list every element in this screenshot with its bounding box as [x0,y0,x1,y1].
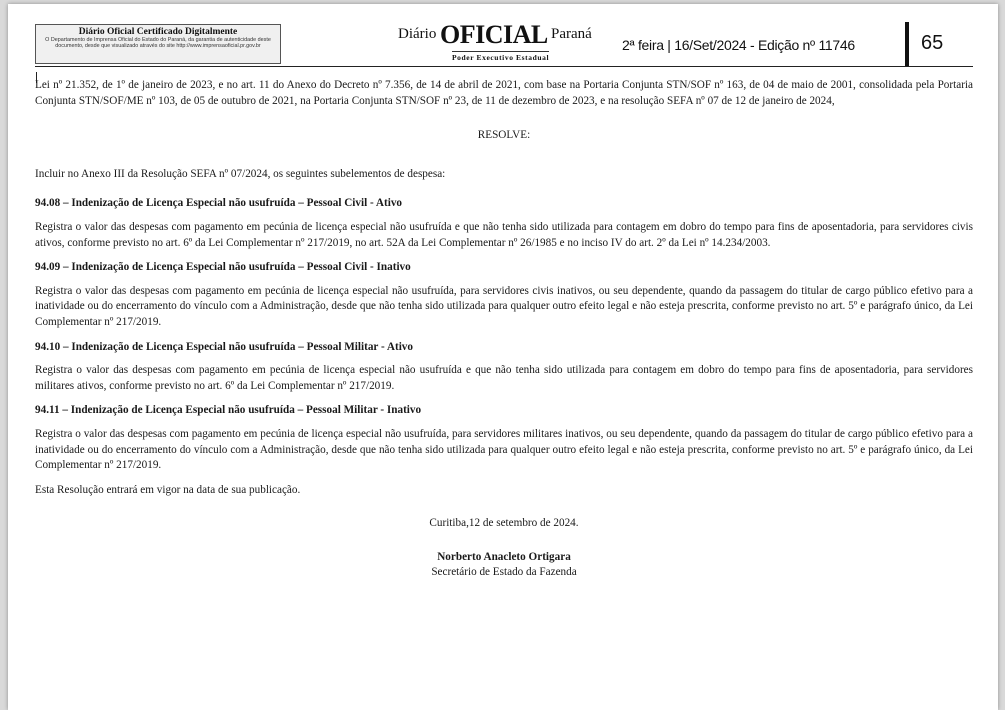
page-number: 65 [921,32,944,54]
section-text-9408: Registra o valor das despesas com pagamento em pecúnia de licença especial não usufruída e que não tenha sido utilizada para contagem em dobro do tempo para fins de aposentadoria, para servidores civis ativos, conforme previsto no art. 6º da Lei Complementar nº 217/2019, no art. 52A da Lei Complementar nº 26/1985 e no inciso IV do art. 2º da Lei nº 14.234/2003. [35,220,973,249]
signer-title: Secretário de Estado da Fazenda [431,566,577,579]
diario-oficial-logo [392,20,612,64]
edition-info: 2ª feira | 16/Set/2024 - Edição nº 11746 [622,37,855,53]
logo-prefix: Diário [398,26,437,42]
section-text-9411: Registra o valor das despesas com pagamento em pecúnia de licença especial não usufruída, para servidores militares inativos, ou seu dependente, quando da passagem do titular de cargo público efetivo para a inatividade ou do encerramento do vínculo com a Administração, desde que não tenha sido utilizada para qualquer outro efeito legal e não esteja prescrita, conforme previsto no art. 5º e parágrafo único, da Lei Complementar nº 217/2019. [35,427,973,472]
logo-subtitle: Poder Executivo Estadual [452,53,550,62]
section-heading-9410: 94.10 – Indenização de Licença Especial não usufruída – Pessoal Militar - Ativo [35,340,413,353]
header-divider [905,22,909,66]
logo-suffix: Paraná [551,26,592,42]
logo-main-word: OFICIAL [440,20,548,49]
certification-text: O Departamento de Imprensa Oficial do Estado do Paraná, da garantia de autenticidade deste documento, desde que visualizado através do site http://www.imprensaoficial.pr.gov.br [45,37,271,50]
include-paragraph: Incluir no Anexo III da Resolução SEFA nº 07/2024, os seguintes subelementos de despesa: [35,167,446,180]
signer-name: Norberto Anacleto Ortigara [437,550,571,563]
city-date: Curitiba,12 de setembro de 2024. [429,517,579,530]
certification-title: Diário Oficial Certificado Digitalmente [78,27,238,37]
page-header [8,4,998,66]
document-page [8,4,998,710]
header-rule [35,66,973,67]
certification-box [35,24,281,64]
section-heading-9408: 94.08 – Indenização de Licença Especial não usufruída – Pessoal Civil - Ativo [35,197,403,210]
section-text-9410: Registra o valor das despesas com pagamento em pecúnia de licença especial não usufruída e que não tenha sido utilizada para contagem em dobro do tempo para fins de aposentadoria, para servidores militares ativos, conforme previsto no art. 6º da Lei Complementar nº 217/2019. [35,364,973,392]
effect-paragraph: Esta Resolução entrará em vigor na data de sua publicação. [35,483,301,496]
section-heading-9409: 94.09 – Indenização de Licença Especial não usufruída – Pessoal Civil - Inativo [35,261,411,274]
section-text-9409: Registra o valor das despesas com pagamento em pecúnia de licença especial não usufruída, para servidores civis inativos, ou seu dependente, quando da passagem do titular de cargo público efetivo para a inatividade ou do encerramento do vínculo com a Administração, desde que não tenha sido utilizada para qualquer outro efeito legal e não esteja prescrita, conforme previsto no art. 5º e parágrafo único, da Lei Complementar nº 217/2019. [35,284,973,328]
section-heading-9411: 94.11 – Indenização de Licença Especial não usufruída – Pessoal Militar - Inativo [35,404,422,417]
document-body [35,78,973,581]
resolve-heading: RESOLVE: [477,129,531,142]
intro-paragraph: Lei nº 21.352, de 1º de janeiro de 2023, e no art. 11 do Anexo do Decreto nº 7.356, de 14 de abril de 2021, com base na Portaria Conjunta STN/SOF nº 163, de 04 de maio de 2001, consolidada pela Portaria Conjunta STN/SOF/ME nº 103, de 05 de outubro de 2021, na Portaria Conjunta STN/SOF nº 23, de 11 de dezembro de 2023, e na resolução SEFA nº 07 de 12 de janeiro de 2024, [35,79,973,107]
